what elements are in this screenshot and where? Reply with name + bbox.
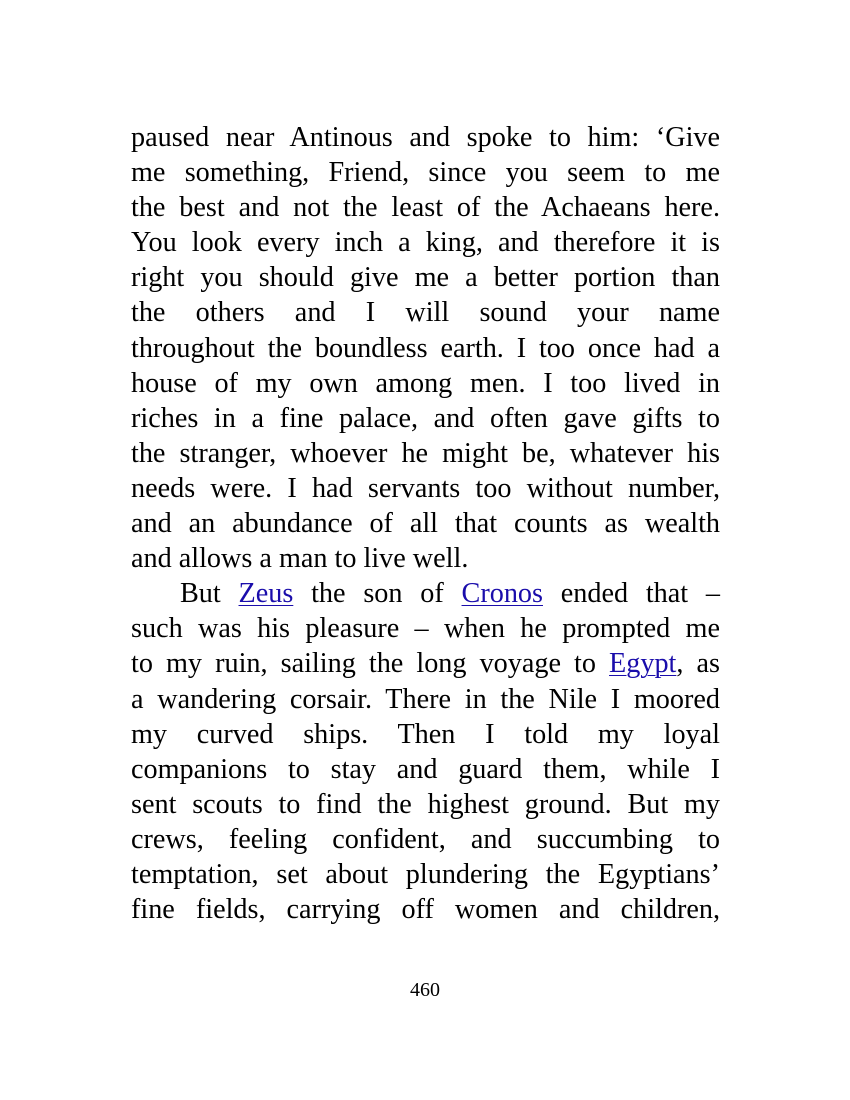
text-line: temptation, set about plundering the Egyptians’	[131, 858, 720, 890]
text-line	[131, 576, 720, 611]
text-line: the stranger, whoever he might be, whatever his	[131, 437, 720, 469]
link-zeus[interactable]: Zeus	[238, 578, 294, 610]
text-line: fine fields, carrying off women and children,	[131, 894, 720, 926]
text-line: right you should give me a better portion than	[131, 262, 720, 294]
paragraph-2	[131, 576, 720, 927]
text-line: You look every inch a king, and therefore it is	[131, 227, 720, 259]
text-line: sent scouts to find the highest ground. But my	[131, 788, 720, 820]
text-line: and an abundance of all that counts as wealth	[131, 508, 720, 540]
text-line: throughout the boundless earth. I too once had a	[131, 332, 720, 364]
page-body	[131, 120, 720, 927]
text-run: to my ruin, sailing the long voyage to	[131, 648, 610, 680]
text-line: paused near Antinous and spoke to him: ‘Give	[131, 122, 720, 153]
text-line: a wandering corsair. There in the Nile I moored	[131, 683, 720, 715]
text-line: my curved ships. Then I told my loyal	[131, 718, 720, 750]
text-line: the others and I will sound your name	[131, 297, 720, 329]
text-line: such was his pleasure – when he prompted me	[131, 613, 720, 645]
text-line: house of my own among men. I too lived in	[131, 367, 720, 399]
text-line: needs were. I had servants too without number,	[131, 472, 720, 504]
page-number: 460	[410, 979, 440, 1001]
text-line: me something, Friend, since you seem to me	[131, 157, 720, 189]
text-line: the best and not the least of the Achaeans here.	[131, 192, 720, 224]
text-line: riches in a fine palace, and often gave gifts to	[131, 402, 720, 434]
text-run: ended that –	[542, 578, 720, 610]
text-line: crews, feeling confident, and succumbing to	[131, 823, 720, 855]
text-line: companions to stay and guard them, while I	[131, 753, 720, 785]
text-run: the son of	[293, 578, 462, 610]
text-run: , as	[676, 648, 720, 680]
text-line	[131, 646, 720, 681]
text-line: and allows a man to live well.	[131, 543, 469, 575]
paragraph-1	[131, 120, 720, 576]
link-cronos[interactable]: Cronos	[461, 578, 543, 610]
text-run: But	[180, 578, 239, 610]
link-egypt[interactable]: Egypt	[609, 648, 677, 680]
